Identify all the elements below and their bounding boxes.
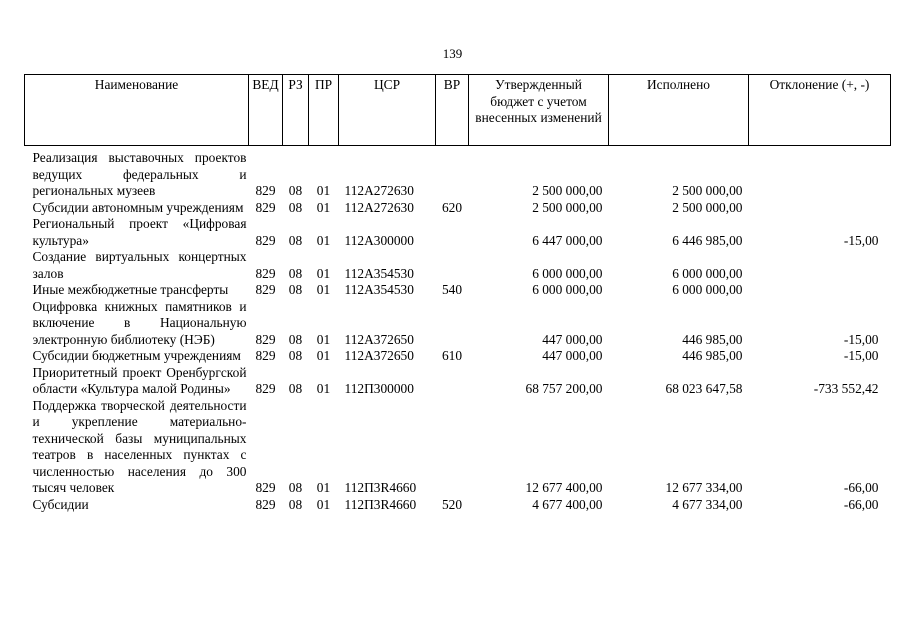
table-row [25,200,891,217]
cell-ved: 829 [255,265,276,281]
cell-executed: 6 446 985,00 [672,232,743,248]
cell-name: Иные межбюджетные трансферты [32,282,229,297]
cell-vr [436,365,469,398]
cell-csr: 112П3R4660 [344,480,417,495]
cell-vr: 540 [441,282,463,297]
cell-deviation: -15,00 [843,232,879,248]
cell-ved: 829 [255,381,276,396]
cell-name: Оцифровка книжных памятников и включение в Национальную электронную библиотеку (НЭБ) [32,298,247,347]
cell-deviation: -733 552,42 [813,381,879,396]
cell-deviation [749,249,891,282]
cell-deviation: -15,00 [843,348,879,363]
cell-rz: 08 [288,331,303,347]
page-number: 139 [442,46,463,61]
table-header [25,75,891,146]
cell-pr: 01 [316,331,331,347]
cell-csr: 112А354530 [344,265,414,281]
cell-csr: 112П300000 [344,381,414,396]
cell-csr: 112А272630 [344,199,414,215]
cell-pr: 01 [316,381,331,396]
cell-name: Региональный проект «Цифровая культура» [32,216,247,248]
cell-pr: 01 [316,496,331,512]
cell-name: Реализация выставочных проектов ведущих федеральных и региональных музеев [32,150,247,198]
cell-pr: 01 [316,282,331,297]
cell-ved: 829 [255,183,276,198]
cell-rz: 08 [288,199,303,215]
cell-csr: 112А354530 [344,282,414,297]
table-row [25,497,891,514]
cell-rz: 08 [288,348,303,363]
cell-approved: 6 000 000,00 [532,265,603,281]
cell-vr: 620 [441,199,463,215]
cell-approved: 12 677 400,00 [525,480,603,495]
header-csr: ЦСР [339,75,436,146]
cell-name: Субсидии бюджетным учреждениям [32,348,241,363]
cell-executed: 6 000 000,00 [672,282,743,297]
header-executed: Исполнено [609,75,749,146]
cell-csr: 112А272630 [344,183,414,198]
cell-ved: 829 [255,496,276,512]
cell-executed: 68 023 647,58 [665,381,743,396]
cell-executed: 446 985,00 [682,331,743,347]
cell-vr: 610 [441,348,463,363]
cell-pr: 01 [316,348,331,363]
cell-deviation: -15,00 [843,331,879,347]
header-ved: ВЕД [249,75,283,146]
table-body [25,146,891,514]
cell-csr: 112А372650 [344,331,414,347]
cell-csr: 112А300000 [344,232,414,248]
cell-rz: 08 [288,183,303,198]
cell-name: Субсидии [32,496,89,512]
header-rz: РЗ [283,75,309,146]
table-row [25,150,891,200]
cell-name: Субсидии автономным учреждениям [32,199,244,215]
cell-approved: 4 677 400,00 [532,496,603,512]
cell-deviation [749,282,891,299]
cell-csr: 112А372650 [344,348,414,363]
cell-executed: 4 677 334,00 [672,496,743,512]
header-vr: ВР [436,75,469,146]
cell-executed: 2 500 000,00 [672,183,743,198]
cell-pr: 01 [316,199,331,215]
cell-rz: 08 [288,496,303,512]
cell-vr [436,216,469,249]
cell-vr [436,249,469,282]
cell-ved: 829 [255,282,276,297]
cell-rz: 08 [288,480,303,495]
cell-executed: 446 985,00 [682,348,743,363]
cell-name: Создание виртуальных концертных залов [32,249,247,281]
cell-vr [436,150,469,200]
cell-ved: 829 [255,348,276,363]
table-row [25,249,891,282]
cell-vr [436,299,469,349]
cell-executed: 6 000 000,00 [672,265,743,281]
cell-approved: 68 757 200,00 [525,381,603,396]
cell-rz: 08 [288,232,303,248]
cell-pr: 01 [316,265,331,281]
header-pr: ПР [309,75,339,146]
cell-ved: 829 [255,331,276,347]
table-row [25,365,891,398]
cell-csr: 112П3R4660 [344,496,417,512]
cell-approved: 447 000,00 [542,331,603,347]
cell-pr: 01 [316,183,331,198]
table-row [25,216,891,249]
cell-rz: 08 [288,381,303,396]
cell-ved: 829 [255,232,276,248]
table-row [25,282,891,299]
header-name: Наименование [25,75,249,146]
header-deviation: Отклонение (+, -) [749,75,891,146]
cell-deviation: -66,00 [843,496,879,512]
cell-ved: 829 [255,480,276,495]
cell-approved: 6 000 000,00 [532,282,603,297]
cell-rz: 08 [288,282,303,297]
cell-deviation: -66,00 [843,480,879,495]
cell-name: Поддержка творческой деятельности и укрепление материально-технической базы муниципальных театров в населенных пунктах с численностью населения до 300 тысяч человек [32,397,247,495]
cell-vr [436,398,469,497]
cell-pr: 01 [316,232,331,248]
cell-approved: 2 500 000,00 [532,183,603,198]
cell-executed: 2 500 000,00 [672,199,743,215]
table-row [25,299,891,349]
budget-table [24,74,891,513]
cell-ved: 829 [255,199,276,215]
cell-deviation [749,200,891,217]
cell-rz: 08 [288,265,303,281]
cell-deviation [749,150,891,200]
table-row [25,348,891,365]
cell-executed: 12 677 334,00 [665,480,743,495]
table-row [25,398,891,497]
header-approved: Утвержденный бюджет с учетом внесенных изменений [469,75,609,146]
cell-pr: 01 [316,480,331,495]
cell-approved: 447 000,00 [542,348,603,363]
cell-approved: 2 500 000,00 [532,199,603,215]
cell-name: Приоритетный проект Оренбургской области «Культура малой Родины» [32,364,247,396]
cell-vr: 520 [441,496,463,512]
cell-approved: 6 447 000,00 [532,232,603,248]
